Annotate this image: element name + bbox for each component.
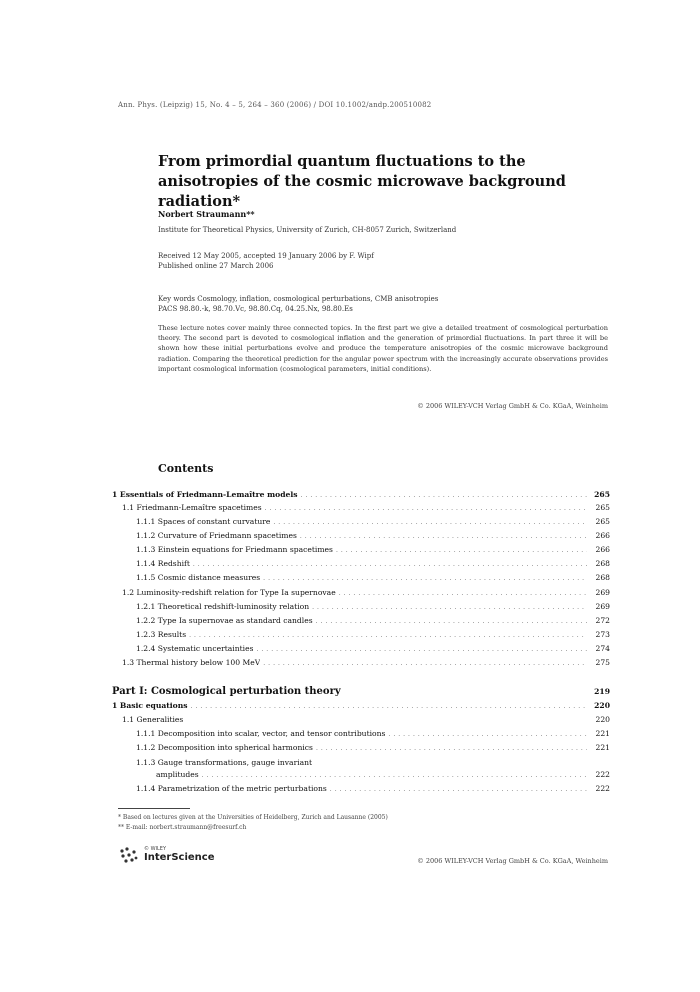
bottom-copyright: © 2006 WILEY-VCH Verlag GmbH & Co. KGaA, Weinheim <box>417 857 608 865</box>
toc-entry-page: 268 <box>595 573 610 582</box>
toc-leader-dots <box>388 731 587 738</box>
toc-entry-label: 1 Essentials of Friedmann-Lemaître models <box>112 490 298 499</box>
toc-entry-page: 220 <box>595 715 610 724</box>
footnote-rule <box>118 808 190 809</box>
toc-entry-label: 1.3 Thermal history below 100 MeV <box>122 658 261 667</box>
toc-entry <box>112 545 610 557</box>
toc-entry-page: 269 <box>595 602 610 611</box>
toc-leader-dots <box>202 772 587 779</box>
toc-entry <box>112 531 610 543</box>
toc-leader-dots <box>316 618 587 625</box>
toc-leader-dots <box>301 492 587 499</box>
toc-entry-label: 1.1.5 Cosmic distance measures <box>136 573 261 582</box>
toc-entry-page: 221 <box>595 743 610 752</box>
toc-entry <box>112 715 610 727</box>
toc-entry-page: 220 <box>594 701 610 710</box>
toc-entry-label: 1.1.1 Spaces of constant curvature <box>136 517 271 526</box>
toc-leader-dots <box>191 703 587 710</box>
toc-entry-label: 1 Basic equations <box>112 701 188 710</box>
toc-entry <box>112 503 610 515</box>
toc-entry <box>112 616 610 628</box>
toc-entry <box>112 490 610 502</box>
toc-entry-page: 222 <box>595 770 610 779</box>
toc-leader-dots <box>336 547 587 554</box>
toc-entry-page: 273 <box>595 630 610 639</box>
published-date: Published online 27 March 2006 <box>158 262 274 270</box>
contents-heading: Contents <box>158 462 214 475</box>
abstract-copyright: © 2006 WILEY-VCH Verlag GmbH & Co. KGaA, Weinheim <box>417 402 608 410</box>
toc-leader-dots <box>339 590 587 597</box>
toc-entry <box>112 559 610 571</box>
running-head: Ann. Phys. (Leipzig) 15, No. 4 – 5, 264 – 360 (2006) / DOI 10.1002/andp.200510082 <box>118 101 432 109</box>
toc-entry-page: 274 <box>595 644 610 653</box>
toc-entry-page: 275 <box>595 658 610 667</box>
toc-leader-dots <box>300 533 587 540</box>
toc-entry-page: 266 <box>595 531 610 540</box>
toc-leader-dots <box>193 561 587 568</box>
toc-leader-dots <box>189 632 587 639</box>
toc-entry-label: 1.2.4 Systematic uncertainties <box>136 644 254 653</box>
toc-entry-page: 221 <box>595 729 610 738</box>
toc-entry <box>112 784 610 796</box>
footnote: ** E-mail: norbert.straumann@freesurf.ch <box>118 824 247 831</box>
toc-entry-page: 268 <box>595 559 610 568</box>
toc-entry-label: 1.2.1 Theoretical redshift-luminosity relation <box>136 602 310 611</box>
keywords-line: Key words Cosmology, inflation, cosmological perturbations, CMB anisotropies <box>158 295 439 303</box>
footnote: * Based on lectures given at the Universities of Heidelberg, Zurich and Lausanne (2005) <box>118 814 388 821</box>
toc-entry-label: 1.1.3 Gauge transformations, gauge invariant <box>136 758 313 767</box>
keywords <box>158 294 578 314</box>
toc-leader-dots <box>265 505 587 512</box>
paper-title: From primordial quantum fluctuations to the anisotropies of the cosmic microwave background radiation* <box>158 153 566 210</box>
toc-entry-page: 265 <box>595 517 610 526</box>
logo-name: InterScience <box>144 852 215 863</box>
abstract: These lecture notes cover mainly three connected topics. In the first part we give a detailed treatment of cosmological perturbation theory. The second part is devoted to cosmological inflation and the generation of primordial fluctuations. In part three it will be shown how these initial perturbations evolve and produce the temperature anisotropies of the cosmic microwave background radiation. Comparing the theoretical prediction for the angular power spectrum with the increasingly accurate observations provides important cosmological information (cosmological parameters, initial conditions). <box>158 324 608 373</box>
toc-entry-page: 266 <box>595 545 610 554</box>
toc-entry <box>112 588 610 600</box>
toc-entry-page: 222 <box>595 784 610 793</box>
toc-entry <box>112 517 610 529</box>
toc-entry-label: 1.2.3 Results <box>136 630 187 639</box>
toc-entry <box>112 770 610 782</box>
toc-entry <box>112 701 610 713</box>
toc-entry <box>112 758 610 770</box>
toc-leader-dots <box>312 604 587 611</box>
toc-entry-label: 1.1.2 Curvature of Friedmann spacetimes <box>136 531 297 540</box>
toc-entry-label: 1.1.1 Decomposition into scalar, vector, and tensor contributions <box>136 729 386 738</box>
toc-entry <box>112 573 610 585</box>
logo-small-text: © WILEY <box>144 846 167 852</box>
toc-entry <box>112 729 610 741</box>
interscience-logo-icon <box>118 846 140 866</box>
toc-entry-label: 1.1.4 Redshift <box>136 559 190 568</box>
toc-entry <box>112 644 610 656</box>
author: Norbert Straumann** <box>158 209 255 219</box>
affiliation: Institute for Theoretical Physics, University of Zurich, CH-8057 Zurich, Switzerland <box>158 226 457 234</box>
toc-entry-page: 265 <box>594 490 610 499</box>
toc-entry <box>112 658 610 670</box>
pacs-line: PACS 98.80.-k, 98.70.Vc, 98.80.Cq, 04.25.Nx, 98.80.Es <box>158 305 353 313</box>
toc-entry <box>112 630 610 642</box>
toc-entry-page: 269 <box>595 588 610 597</box>
toc-entry-page: 219 <box>594 687 610 696</box>
toc-entry-label: 1.1.2 Decomposition into spherical harmonics <box>136 743 313 752</box>
toc-entry-label: 1.1.4 Parametrization of the metric perturbations <box>136 784 327 793</box>
toc-entry-page: 272 <box>595 616 610 625</box>
dates <box>158 251 374 271</box>
toc-leader-dots <box>263 660 587 667</box>
publisher-logo <box>118 844 215 868</box>
toc-entry-label: 1.2 Luminosity-redshift relation for Type Ia supernovae <box>122 588 336 597</box>
toc-leader-dots <box>273 519 587 526</box>
toc-entry-label: amplitudes <box>156 770 199 779</box>
toc-entry <box>112 602 610 614</box>
toc-entry-label: 1.1 Generalities <box>122 715 184 724</box>
toc-leader-dots <box>263 575 587 582</box>
toc-leader-dots <box>256 646 587 653</box>
toc-entry-label: 1.1 Friedmann-Lemaître spacetimes <box>122 503 262 512</box>
toc-entry-label: Part I: Cosmological perturbation theory <box>112 686 341 697</box>
toc-entry-page: 265 <box>595 503 610 512</box>
received-date: Received 12 May 2005, accepted 19 January 2006 by F. Wipf <box>158 252 374 260</box>
toc-entry-label: 1.2.2 Type Ia supernovae as standard candles <box>136 616 313 625</box>
toc-entry-label: 1.1.3 Einstein equations for Friedmann spacetimes <box>136 545 333 554</box>
toc-leader-dots <box>330 786 587 793</box>
toc-entry <box>112 743 610 755</box>
toc-entry <box>112 686 610 698</box>
toc-leader-dots <box>316 745 587 752</box>
